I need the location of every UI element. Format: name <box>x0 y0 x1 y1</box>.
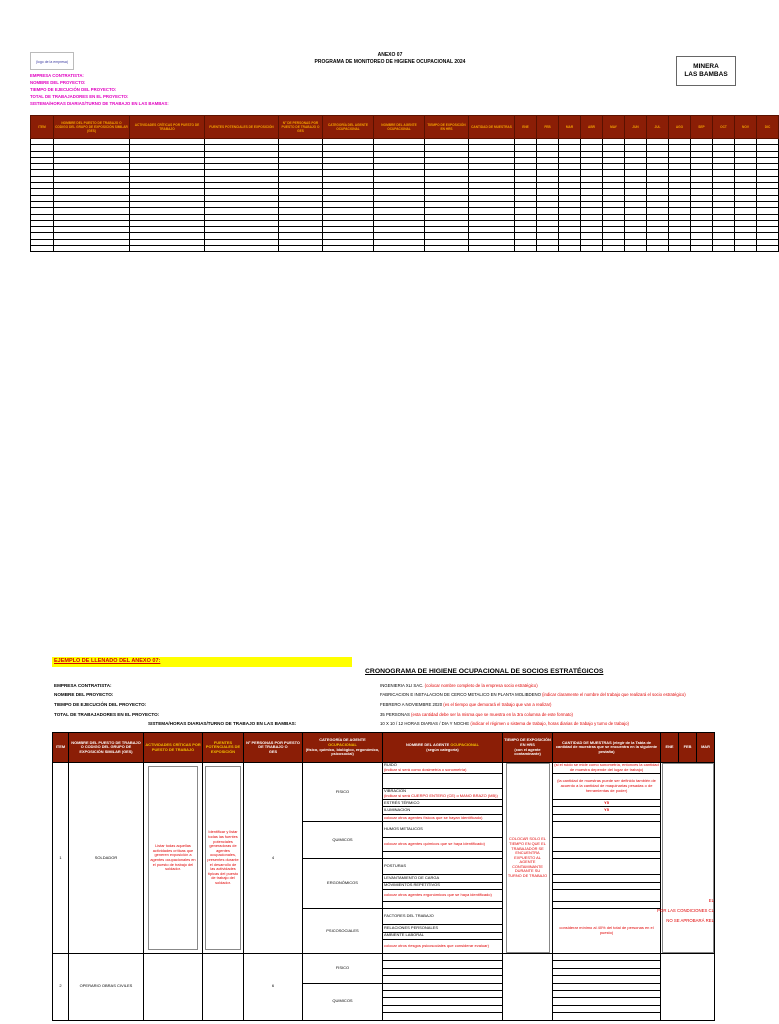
table-header-row <box>31 116 779 139</box>
example-row-soldador <box>53 763 715 774</box>
header-cell: JUL <box>647 116 669 139</box>
info-label-proyecto: NOMBRE DEL PROYECTO: <box>54 692 114 697</box>
header-cell: MAR <box>559 116 581 139</box>
row1-agent-6: HUMOS METALICOS <box>383 822 503 838</box>
header-cell: N° DE PERSONAS POR PUESTO DE TRABAJO O GES <box>279 116 323 139</box>
row1-agent-16: AMBIENTE LABORAL <box>383 932 503 939</box>
header-feb: FEB <box>679 733 697 763</box>
row1-agent-3: ESTRÉS TÉRMICO <box>383 800 503 807</box>
header-personas: N° PERSONAS POR PUESTO DE TRABAJO O GES <box>244 733 303 763</box>
header-cell: ACTIVIDADES CRÍTICAS POR PUESTO DE TRABAJO <box>130 116 205 139</box>
table-cell[interactable] <box>469 246 515 252</box>
example-row-operario <box>53 954 715 961</box>
row1-muestras-blank <box>553 889 661 901</box>
header-actividades: ACTIVIDADES CRÍTICAS POR PUESTO DE TRABAJO <box>144 733 203 763</box>
row1-cat-ergonomico: ERGONÓMICOS <box>303 859 383 909</box>
header-cell: CANTIDAD DE MUESTRAS <box>469 116 515 139</box>
row1-agent-4: ILUMINACION <box>383 807 503 814</box>
row2-agent <box>383 954 503 961</box>
row1-muestras-q2: Y5 <box>553 807 661 814</box>
info-label-tiempo: TIEMPO DE EJECUCIÓN DEL PROYECTO: <box>54 702 147 707</box>
side-note-1: EL <box>708 898 714 903</box>
row1-muestras-blank <box>553 875 661 882</box>
row2-muestras <box>553 976 661 983</box>
row2-agent <box>383 1005 503 1012</box>
row2-muestras <box>553 998 661 1005</box>
row2-cat-quimico: QUIMICOS <box>303 983 383 1020</box>
table-cell[interactable] <box>757 246 779 252</box>
header-fuentes: FUENTES POTENCIALES DE EXPOSICIÓN <box>203 733 244 763</box>
row2-muestras <box>553 983 661 990</box>
info-label-trabajadores: TOTAL DE TRABAJADORES EN EL PROYECTO: <box>54 712 160 717</box>
field-trabajadores: TOTAL DE TRABAJADORES EN EL PROYECTO: <box>30 94 129 99</box>
header-cell: NOMBRE DEL AGENTE OCUPACIONAL <box>374 116 425 139</box>
row2-item: 2 <box>53 954 69 1021</box>
row1-muestras-blank <box>553 901 661 908</box>
row1-agent-10: LEVANTAMIENTO DE CARGA <box>383 875 503 882</box>
brand-line-1: MINERA <box>693 63 719 70</box>
row2-personas: 6 <box>244 954 303 1021</box>
info-value-tiempo: FEBRERO A NOVIEMBRE 2020 (es el tiempo que demorará el trabajo que van a realizar) <box>380 702 552 707</box>
header-cell: DIC <box>757 116 779 139</box>
field-tiempo: TIEMPO DE EJECUCIÓN DEL PROYECTO: <box>30 87 117 92</box>
header-cell: JUN <box>625 116 647 139</box>
header-cell: NOMBRE DEL PUESTO DE TRABAJO O CODIGO DEL GRUPO DE EXPOSICIÓN SIMILAR (GES) <box>54 116 130 139</box>
row1-months-box <box>662 763 714 953</box>
row1-fuentes-cell <box>203 763 244 954</box>
header-cell: ENE <box>515 116 537 139</box>
cronograma-title: CRONOGRAMA DE HIGIENE OCUPACIONAL DE SOCIOS ESTRATÉGICOS <box>365 668 604 675</box>
header-cell: AGO <box>669 116 691 139</box>
table-cell[interactable] <box>647 246 669 252</box>
program-title: PROGRAMA DE MONITOREO DE HIGIENE OCUPACIONAL 2024 <box>314 59 466 65</box>
table-cell[interactable] <box>581 246 603 252</box>
table-cell[interactable] <box>374 246 425 252</box>
company-logo-placeholder: (logo de la empresa) <box>30 52 74 70</box>
table-cell[interactable] <box>669 246 691 252</box>
header-puesto: NOMBRE DEL PUESTO DE TRABAJO O CODIGO DEL GRUPO DE EXPOSICIÓN SIMILAR (GES) <box>69 733 144 763</box>
row2-agent <box>383 1013 503 1020</box>
header-cell: NOV <box>735 116 757 139</box>
row2-agent <box>383 998 503 1005</box>
header-cell: ITEM <box>31 116 54 139</box>
row2-agent <box>383 968 503 975</box>
header-cell: TIEMPO DE EXPOSICIÓN EN HRS <box>425 116 469 139</box>
row1-puesto: SOLDADOR <box>69 763 144 954</box>
info-label-empresa: EMPRESA CONTRATISTA: <box>54 683 112 688</box>
table-cell[interactable] <box>31 246 54 252</box>
row1-agent-5: colocar otros agentes físicos que se hayan identificado) <box>383 814 503 821</box>
header-cell: ABR <box>581 116 603 139</box>
table-cell[interactable] <box>205 246 279 252</box>
example-header-row <box>53 733 715 763</box>
row2-tiempo-cell <box>503 954 553 1021</box>
row1-actividades-cell <box>144 763 203 954</box>
row1-personas: 4 <box>244 763 303 954</box>
field-proyecto: NOMBRE DEL PROYECTO: <box>30 80 86 85</box>
field-empresa: EMPRESA CONTRATISTA: <box>30 73 84 78</box>
table-body <box>31 139 779 252</box>
row1-tiempo-cell <box>503 763 553 954</box>
header-cell: MAY <box>603 116 625 139</box>
row2-muestras <box>553 954 661 961</box>
row2-muestras <box>553 1005 661 1012</box>
header-categoria: CATEGORÍA DE AGENTE OCUPACIONAL (físico, químico, biológico, ergonómico, psicosocial) <box>303 733 383 763</box>
row1-agent-9: POSTURAS <box>383 859 503 875</box>
row1-agent-14: FACTORES DEL TRABAJO <box>383 909 503 925</box>
example-table <box>52 732 715 1021</box>
row2-muestras <box>553 1013 661 1020</box>
row2-cat-fisico: FISICO <box>303 954 383 984</box>
row2-agent <box>383 976 503 983</box>
header-cell: SEP <box>691 116 713 139</box>
row1-muestras-blank <box>553 859 661 875</box>
row1-muestras-blank <box>553 837 661 851</box>
table-cell[interactable] <box>54 246 130 252</box>
row1-item: 1 <box>53 763 69 954</box>
row1-months-cell <box>661 763 715 954</box>
row2-agent <box>383 990 503 997</box>
row1-cat-psicosocial: PSICOSOCIALES <box>303 909 383 954</box>
header-item: ITEM <box>53 733 69 763</box>
table-cell[interactable] <box>323 246 374 252</box>
row2-muestras <box>553 968 661 975</box>
row1-actividades: Listar todas aquellas actividades críticas que generen exposición a agentes ocupacionales en el puesto de trabajo del soldador. <box>148 766 198 950</box>
table-cell[interactable] <box>713 246 735 252</box>
row1-agent-17: colocar otros riesgos psicosociales que considerar evaluar) <box>383 940 503 954</box>
row1-muestras-1: (si el ruido se mide como sonometría, entonces la cantidad de muestra depende del lugar de trabajo) <box>554 762 659 772</box>
table-cell[interactable] <box>537 246 559 252</box>
table-cell[interactable] <box>691 246 713 252</box>
header-cell: FEB <box>537 116 559 139</box>
header-mar: MAR <box>697 733 715 763</box>
field-sistema: SISTEMA/HORAS DIARIAS/TURNO DE TRABAJO EN LAS BAMBAS: <box>30 101 169 106</box>
annex-title: ANEXO 07 <box>377 52 403 58</box>
header-cell: CATEGORÍA DEL AGENTE OCUPACIONAL <box>323 116 374 139</box>
table-cell[interactable] <box>130 246 205 252</box>
info-label-sistema: SISTEMA/HORAS DIARIAS/TURNO DE TRABAJO EN LAS BAMBAS: <box>148 721 297 726</box>
row1-muestras-blank <box>553 814 661 821</box>
info-value-empresa: INGENIERIA XLI SAC. (colocar nombre completo de la empresa socio estratégico) <box>380 683 538 688</box>
row1-agent-2: VIBRACION (indicar si será CUERPO ENTERO (CE) o MANO BRAZO (MB)) <box>383 789 503 800</box>
header-agente: NOMBRE DEL AGENTE OCUPACIONAL (según categoría) <box>383 733 503 763</box>
table-cell[interactable] <box>559 246 581 252</box>
brand-line-2: LAS BAMBAS <box>684 71 728 78</box>
row1-cat-quimico: QUIMICOS <box>303 822 383 859</box>
table-cell[interactable] <box>625 246 647 252</box>
brand-box <box>676 56 736 86</box>
info-value-sistema: 10 X 10 / 12 HORAS DIARIAS / DIA Y NOCHE (indicar el régimen o sistema de trabajo, horas diarias de trabajo y turno de trabajo) <box>380 721 629 726</box>
table-row <box>31 246 779 252</box>
row1-muestras-blank <box>553 882 661 889</box>
row2-months-cell <box>661 954 715 1021</box>
row2-actividades-cell <box>144 954 203 1021</box>
info-value-trabajadores: 35 PERSONAS (esta cantidad debe ser la misma que se muestra en la 3ra columna de este formato) <box>380 712 573 717</box>
row2-muestras <box>553 990 661 997</box>
table-cell[interactable] <box>425 246 469 252</box>
header-muestras: CANTIDAD DE MUESTRAS (elegir de la Tabla de cantidad de muestras que se encuentra en la siguiente pestaña) <box>553 733 661 763</box>
row1-agent-15: RELACIONES PERSONALES <box>383 925 503 932</box>
row1-agent-0: RUIDO (indicar si será como dosimetría o sonometría) <box>383 763 503 774</box>
info-value-proyecto: FABRICACION E INSTALACION DE CERCO METALICO EN PLANTA MOLIBDENO (indicar claramente el nombre del trabajo que realizará el socio estratégico) <box>380 692 686 697</box>
row2-puesto: OPERARIO OBRAS CIVILES <box>69 954 144 1021</box>
header-tiempo: TIEMPO DE EXPOSICIÓN EN HRS (con el agente contaminante) <box>503 733 553 763</box>
row1-muestras-blank <box>553 851 661 858</box>
row2-agent <box>383 961 503 968</box>
header-cell: OCT <box>713 116 735 139</box>
row1-muestras-2: (la cantidad de muestras puede ser definido también de acuerdo a la cantidad de maquinarias pesadas o de herramientas de poder) <box>553 773 661 799</box>
row1-agent-7: colocar otros agentes químicos que se haya identificado) <box>383 837 503 851</box>
row1-tiempo: COLOCAR SOLO EL TIEMPO EN QUE EL TRABAJADOR SE ENCUENTRA EXPUESTO AL AGENTE CONTAMINANTE DURANTE SU TURNO DE TRABAJO <box>506 763 550 953</box>
row1-agent-12: colocar otros agentes ergonómicos que se haya identificado) <box>383 889 503 901</box>
row1-muestras-q1: Y5 <box>553 800 661 807</box>
table-cell[interactable] <box>279 246 323 252</box>
row2-fuentes-cell <box>203 954 244 1021</box>
header-cell: FUENTES POTENCIALES DE EXPOSICIÓN <box>205 116 279 139</box>
header-ene: ENE <box>661 733 679 763</box>
row1-muestras-blank <box>553 822 661 838</box>
row1-cat-fisico: FISICO <box>303 763 383 822</box>
row1-fuentes: Identificar y listar todas las fuentes potenciales generadoras de agentes ocupacionales, presentes durante el desarrollo de las actividades típicas del puesto de trabajo del soldador. <box>205 766 241 950</box>
monitoring-program-table <box>30 115 779 252</box>
row1-agent-13 <box>383 901 503 908</box>
row1-agent-1 <box>383 773 503 789</box>
row1-agent-11: MOVIMIENTOS REPETITIVOS <box>383 882 503 889</box>
example-label: EJEMPLO DE LLENADO DEL ANEXO 07: <box>54 658 161 664</box>
row2-agent <box>383 983 503 990</box>
row1-muestras-3: considerar mínimo al 40% del total de personas en el puesto) <box>553 909 661 954</box>
side-note-3: NO SE APROBARÁ REL <box>666 918 714 923</box>
side-note-2: POR LAS CONDICIONES CL <box>657 908 714 913</box>
table-cell[interactable] <box>515 246 537 252</box>
table-cell[interactable] <box>603 246 625 252</box>
row1-agent-8 <box>383 851 503 858</box>
table-cell[interactable] <box>735 246 757 252</box>
row2-muestras <box>553 961 661 968</box>
